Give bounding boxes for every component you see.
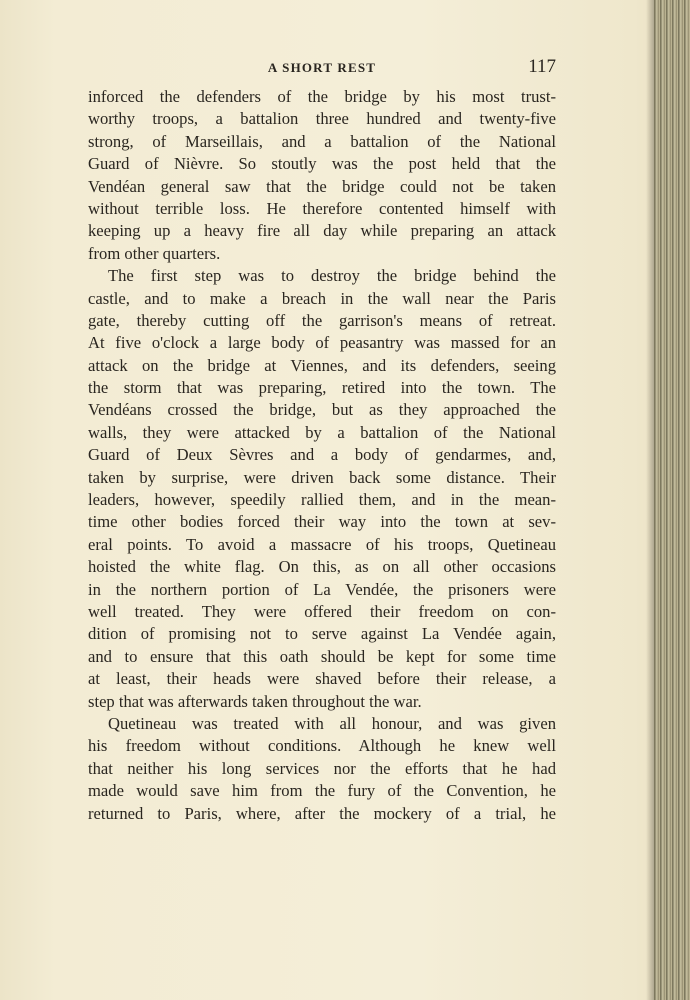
text-line: worthy troops, a battalion three hundred and twenty-five: [88, 109, 556, 129]
text-line: inforced the defenders of the bridge by his most trust-: [88, 87, 556, 106]
text-line: and to ensure that this oath should be kept for some time: [88, 646, 556, 666]
text-line: his freedom without conditions. Although he knew well: [88, 736, 556, 756]
text-line: made would save him from the fury of the Convention, he: [88, 781, 556, 801]
text-line: well treated. They were offered their freedom on con-: [88, 601, 556, 621]
book-page-edges: [654, 0, 690, 1000]
text-line: hoisted the white flag. On this, as on all other occasions: [88, 557, 556, 577]
text-line: At five o'clock a large body of peasantry was massed for an: [88, 333, 556, 353]
page-number: 117: [528, 56, 556, 77]
text-line: without terrible loss. He therefore contented himself with: [88, 198, 556, 218]
text-line: keeping up a heavy fire all day while preparing an attack: [88, 221, 556, 241]
text-line: Guard of Nièvre. So stoutly was the post held that the: [88, 154, 556, 174]
text-line: that neither his long services nor the efforts that he had: [88, 758, 556, 778]
text-line: at least, their heads were shaved before their release, a: [88, 669, 556, 689]
text-line: time other bodies forced their way into the town at sev-: [88, 512, 556, 532]
text-line: leaders, however, speedily rallied them, and in the mean-: [88, 490, 556, 510]
text-line: Vendéan general saw that the bridge could not be taken: [88, 176, 556, 196]
text-line: Guard of Deux Sèvres and a body of gendarmes, and,: [88, 445, 556, 465]
text-line: castle, and to make a breach in the wall near the Paris: [88, 288, 556, 308]
text-line: in the northern portion of La Vendée, the prisoners were: [88, 579, 556, 599]
text-line: attack on the bridge at Viennes, and its defenders, seeing: [88, 355, 556, 375]
text-line: Vendéans crossed the bridge, but as they approached the: [88, 400, 556, 420]
text-line: the storm that was preparing, retired into the town. The: [88, 378, 556, 398]
text-line: gate, thereby cutting off the garrison's means of retreat.: [88, 310, 556, 330]
text-line: eral points. To avoid a massacre of his troops, Quetineau: [88, 534, 556, 554]
text-line: returned to Paris, where, after the mockery of a trial, he: [88, 803, 556, 823]
text-line: from other quarters.: [88, 243, 221, 263]
text-line: dition of promising not to serve against La Vendée again,: [88, 624, 556, 644]
page-gutter-shadow: [646, 0, 654, 1000]
text-line: The first step was to destroy the bridge behind the: [108, 266, 556, 286]
text-line: step that was afterwards taken throughout the war.: [88, 691, 422, 711]
text-line: strong, of Marseillais, and a battalion of the National: [88, 131, 556, 151]
text-line: taken by surprise, were driven back some distance. Their: [88, 467, 556, 487]
text-line: walls, they were attacked by a battalion of the National: [88, 422, 556, 442]
text-line: Quetineau was treated with all honour, and was given: [108, 713, 556, 733]
running-head: A SHORT REST: [267, 60, 377, 75]
body-text: [88, 86, 556, 825]
page-header: [88, 56, 556, 80]
